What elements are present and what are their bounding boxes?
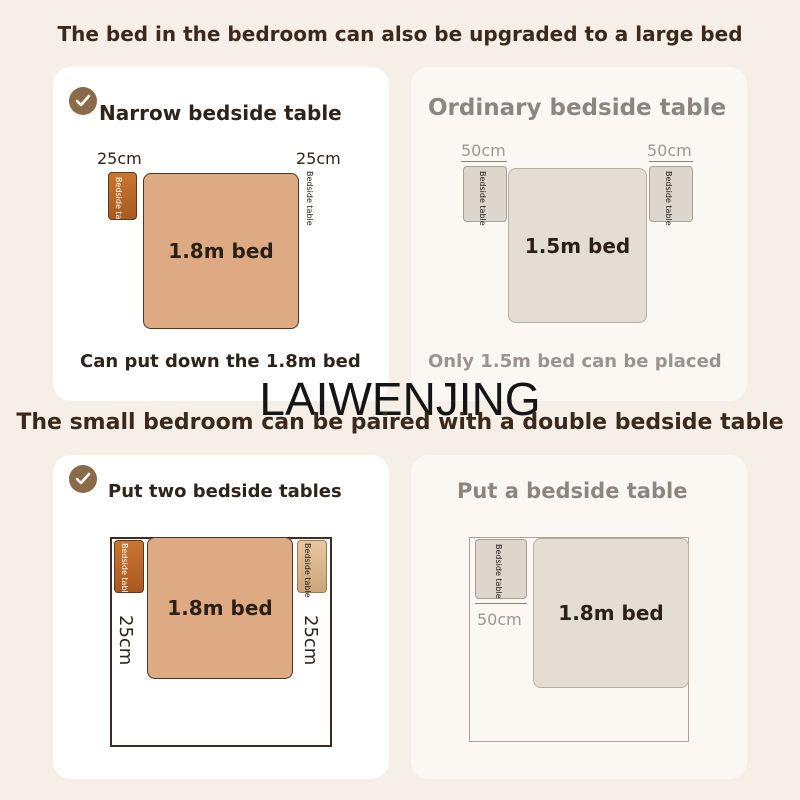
dimension-line [475, 603, 527, 604]
card-title: Ordinary bedside table [428, 95, 727, 121]
bedside-table-label: Bedside table [120, 543, 129, 598]
dimension-right: 25cm [296, 149, 341, 168]
bedside-table-left [463, 166, 507, 226]
bed: 1.8m bed [143, 173, 299, 329]
bedside-table [475, 539, 527, 599]
dimension-right: 50cm [647, 141, 692, 160]
card-caption: Can put down the 1.8m bed [80, 351, 361, 372]
bedside-table-right [649, 166, 693, 226]
section2-heading: The small bedroom can be paired with a double bedside table [16, 410, 784, 435]
dimension-left: 50cm [461, 141, 506, 160]
dimension-left: 25cm [97, 149, 142, 168]
watermark: LAIWENJING [259, 373, 541, 425]
dimension: 50cm [477, 610, 522, 629]
dimension-line-right [649, 161, 693, 162]
bedside-table-left [108, 172, 137, 232]
check-icon [69, 87, 97, 115]
card-title: Narrow bedside table [99, 101, 342, 125]
dimension-right: 25cm [300, 615, 321, 666]
two-tables-card [53, 455, 389, 779]
bedside-table-left [114, 540, 144, 598]
bedside-table-label: Bedside table [303, 543, 312, 598]
section1-heading: The bed in the bedroom can also be upgraded to a large bed [57, 22, 743, 46]
check-icon [69, 465, 97, 493]
card-title: Put a bedside table [457, 479, 688, 503]
bedside-table-label: Bedside table [494, 544, 503, 599]
dimension-left: 25cm [115, 615, 136, 666]
card-title: Put two bedside tables [108, 481, 342, 502]
bed: 1.8m bed [533, 538, 689, 688]
bed: 1.5m bed [508, 168, 647, 323]
bedside-table-label: Bedside table [478, 171, 487, 226]
bedside-table-right [297, 540, 327, 598]
bedside-table-label: Bedside table [664, 171, 673, 226]
bed: 1.8m bed [147, 537, 293, 679]
one-table-card [411, 455, 747, 779]
narrow-table-card [53, 67, 389, 401]
card-caption: Only 1.5m bed can be placed [428, 351, 722, 372]
bedside-table-label: Bedside table [114, 177, 123, 232]
dimension-line-left [461, 161, 507, 162]
ordinary-table-card [411, 67, 747, 401]
bedside-table-label-right: Bedside table [305, 171, 314, 226]
